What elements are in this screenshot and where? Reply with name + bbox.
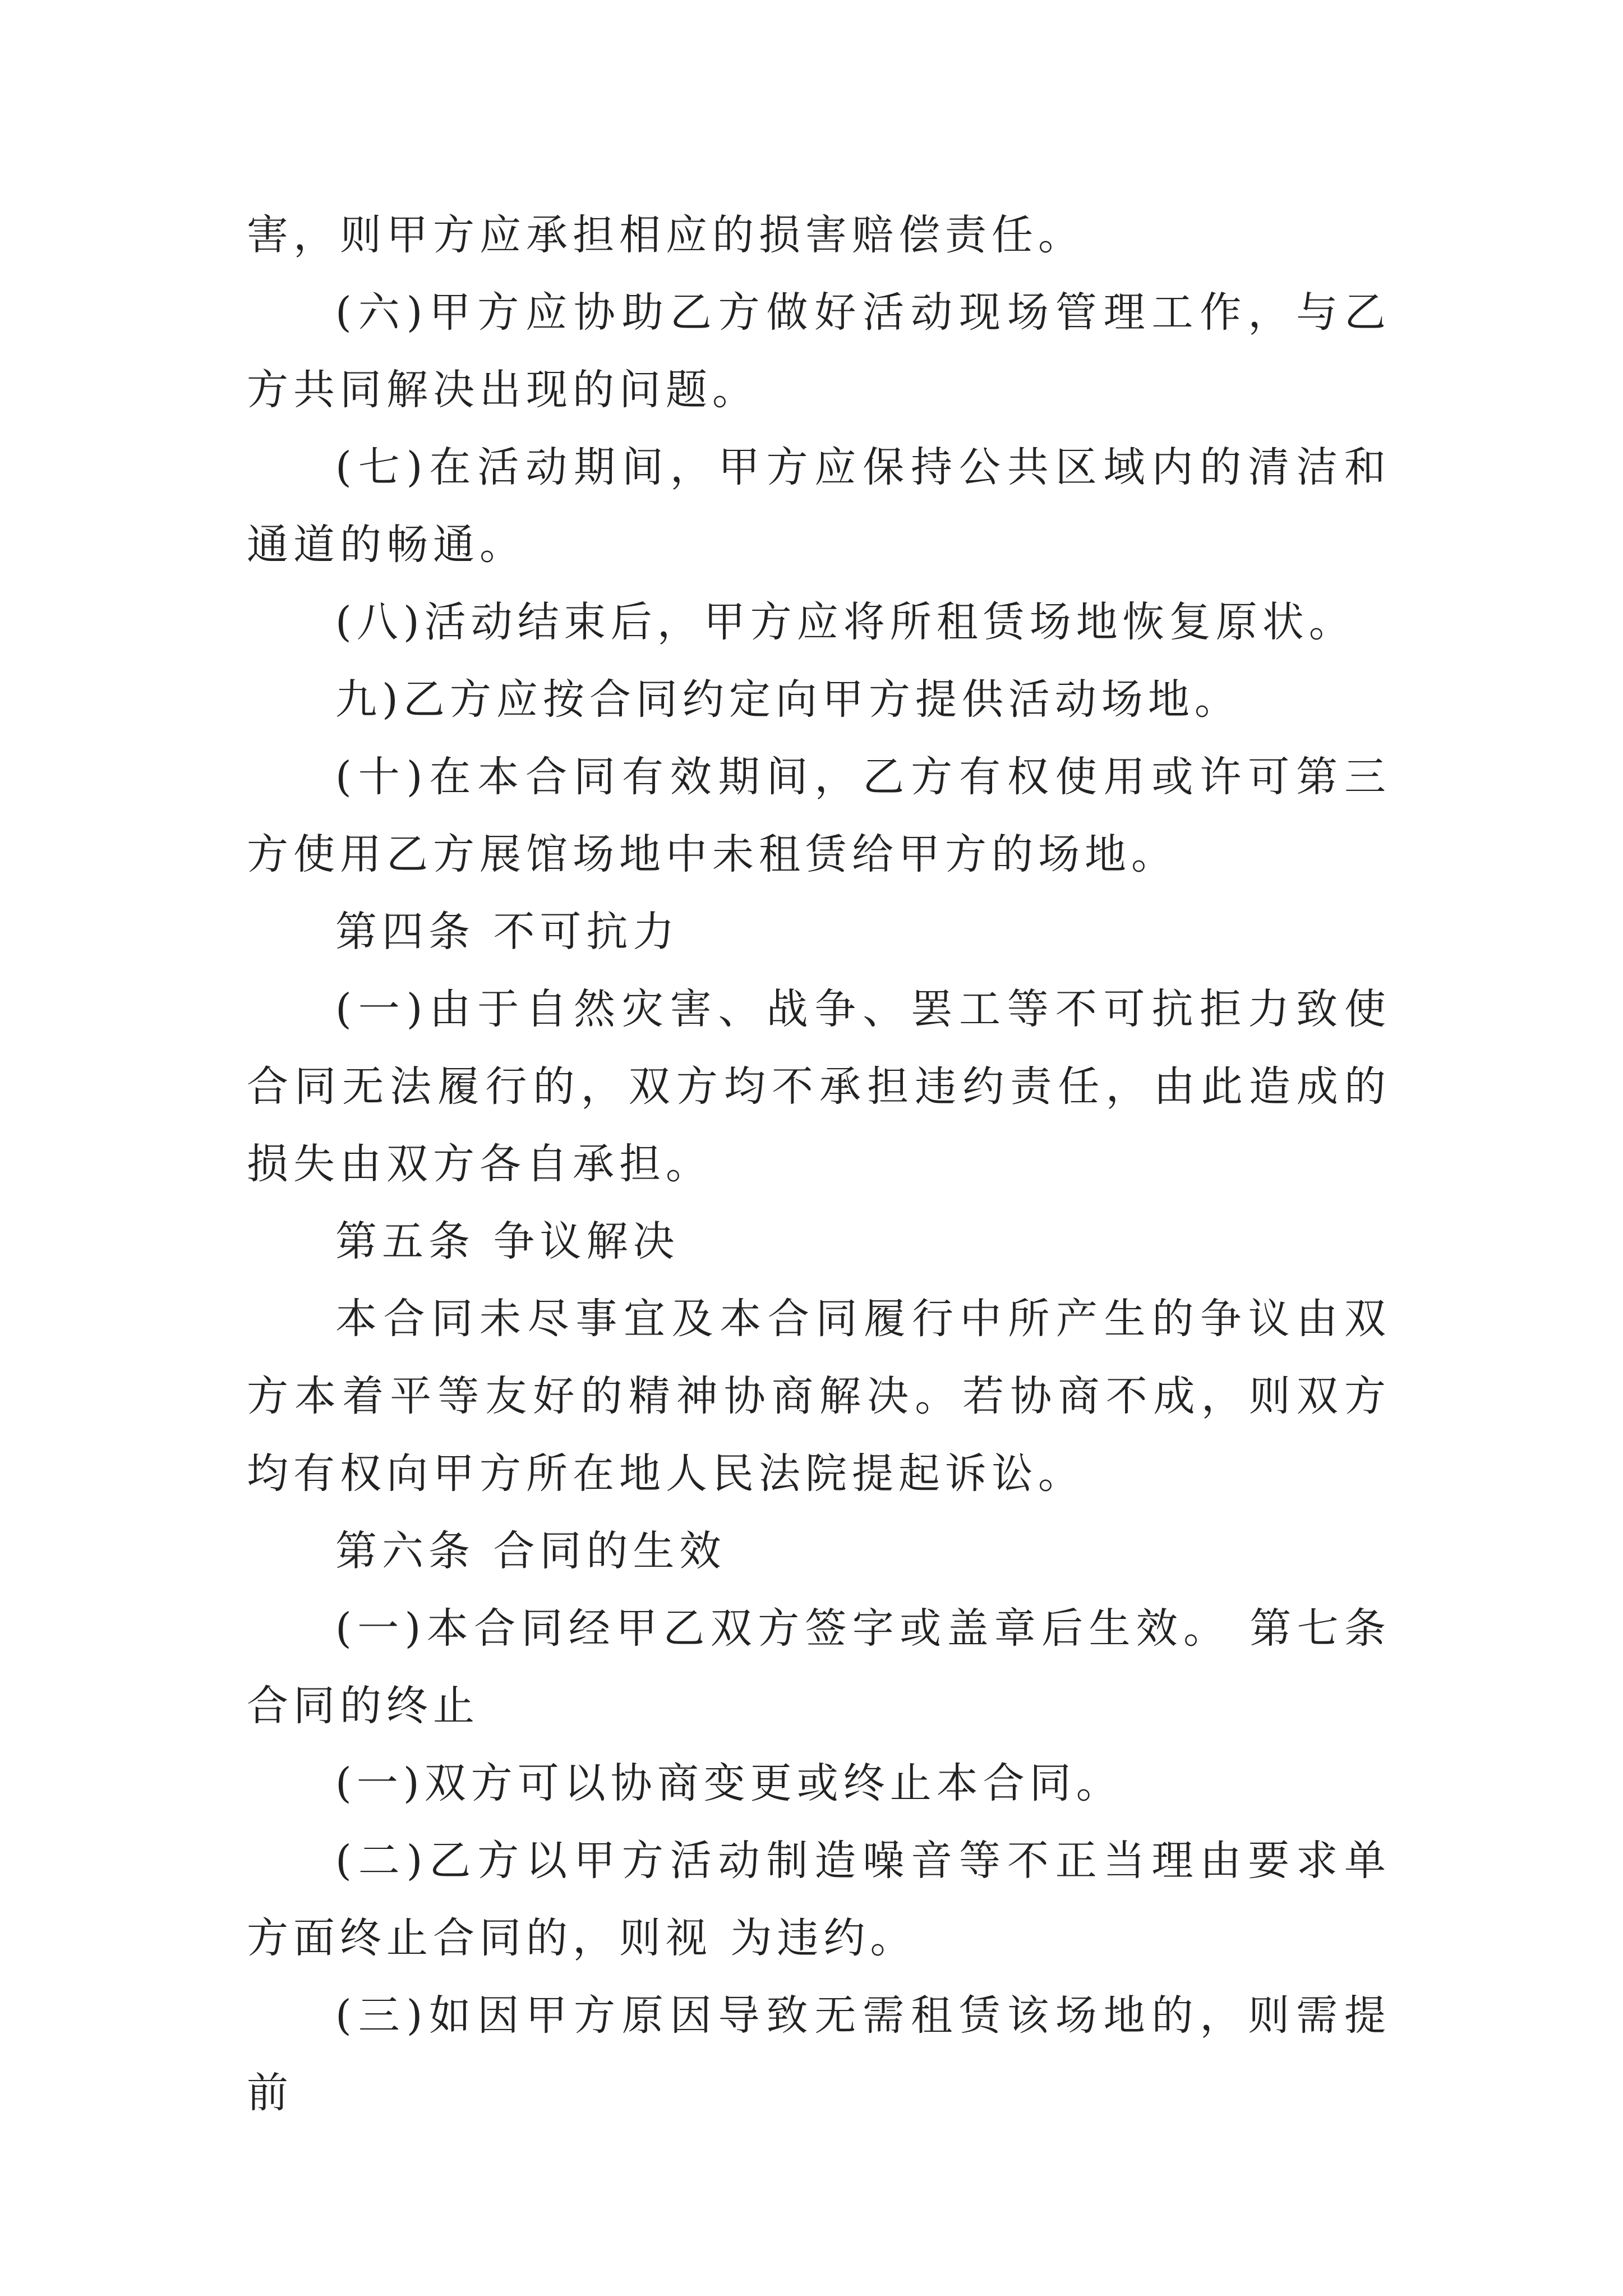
article-7-clause-2: (二)乙方以甲方活动制造噪音等不正当理由要求单方面终止合同的，则视 为违约。	[247, 1837, 1391, 1962]
article-4-clause-1: (一)由于自然灾害、战争、罢工等不可抗拒力致使合同无法履行的，双方均不承担违约责任，由此造成的损失由双方各自承担。	[247, 985, 1391, 1188]
article-4-heading: 第四条 不可抗力	[335, 908, 680, 956]
clause-8: (八)活动结束后，甲方应将所租赁场地恢复原状。	[335, 598, 1355, 646]
article-6-heading: 第六条 合同的生效	[335, 1527, 726, 1575]
article-7-clause-1: (一)双方可以协商变更或终止本合同。	[335, 1759, 1123, 1807]
clause-7: (七)在活动期间，甲方应保持公共区域内的清洁和通道的畅通。	[247, 443, 1391, 569]
clause-9: 九)乙方应按合同约定向甲方提供活动场地。	[335, 675, 1241, 724]
article-5-heading: 第五条 争议解决	[335, 1217, 680, 1266]
article-6-clause-1: (一)本合同经甲乙双方签字或盖章后生效。 第七条 合同的终止	[247, 1604, 1391, 1730]
article-5-body: 本合同未尽事宜及本合同履行中所产生的争议由双方本着平等友好的精神协商解决。若协商不成，则双方均有权向甲方所在地人民法院提起诉讼。	[247, 1295, 1391, 1498]
article-7-clause-3: (三)如因甲方原因导致无需租赁该场地的，则需提前	[247, 1991, 1391, 2117]
clause-10: (十)在本合同有效期间，乙方有权使用或许可第三方使用乙方展馆场地中未租赁给甲方的场地。	[247, 753, 1391, 878]
clause-6: (六)甲方应协助乙方做好活动现场管理工作，与乙方共同解决出现的问题。	[247, 288, 1391, 414]
paragraph-continuation: 害，则甲方应承担相应的损害赔偿责任。	[247, 211, 1085, 259]
document-body	[247, 196, 1391, 2132]
